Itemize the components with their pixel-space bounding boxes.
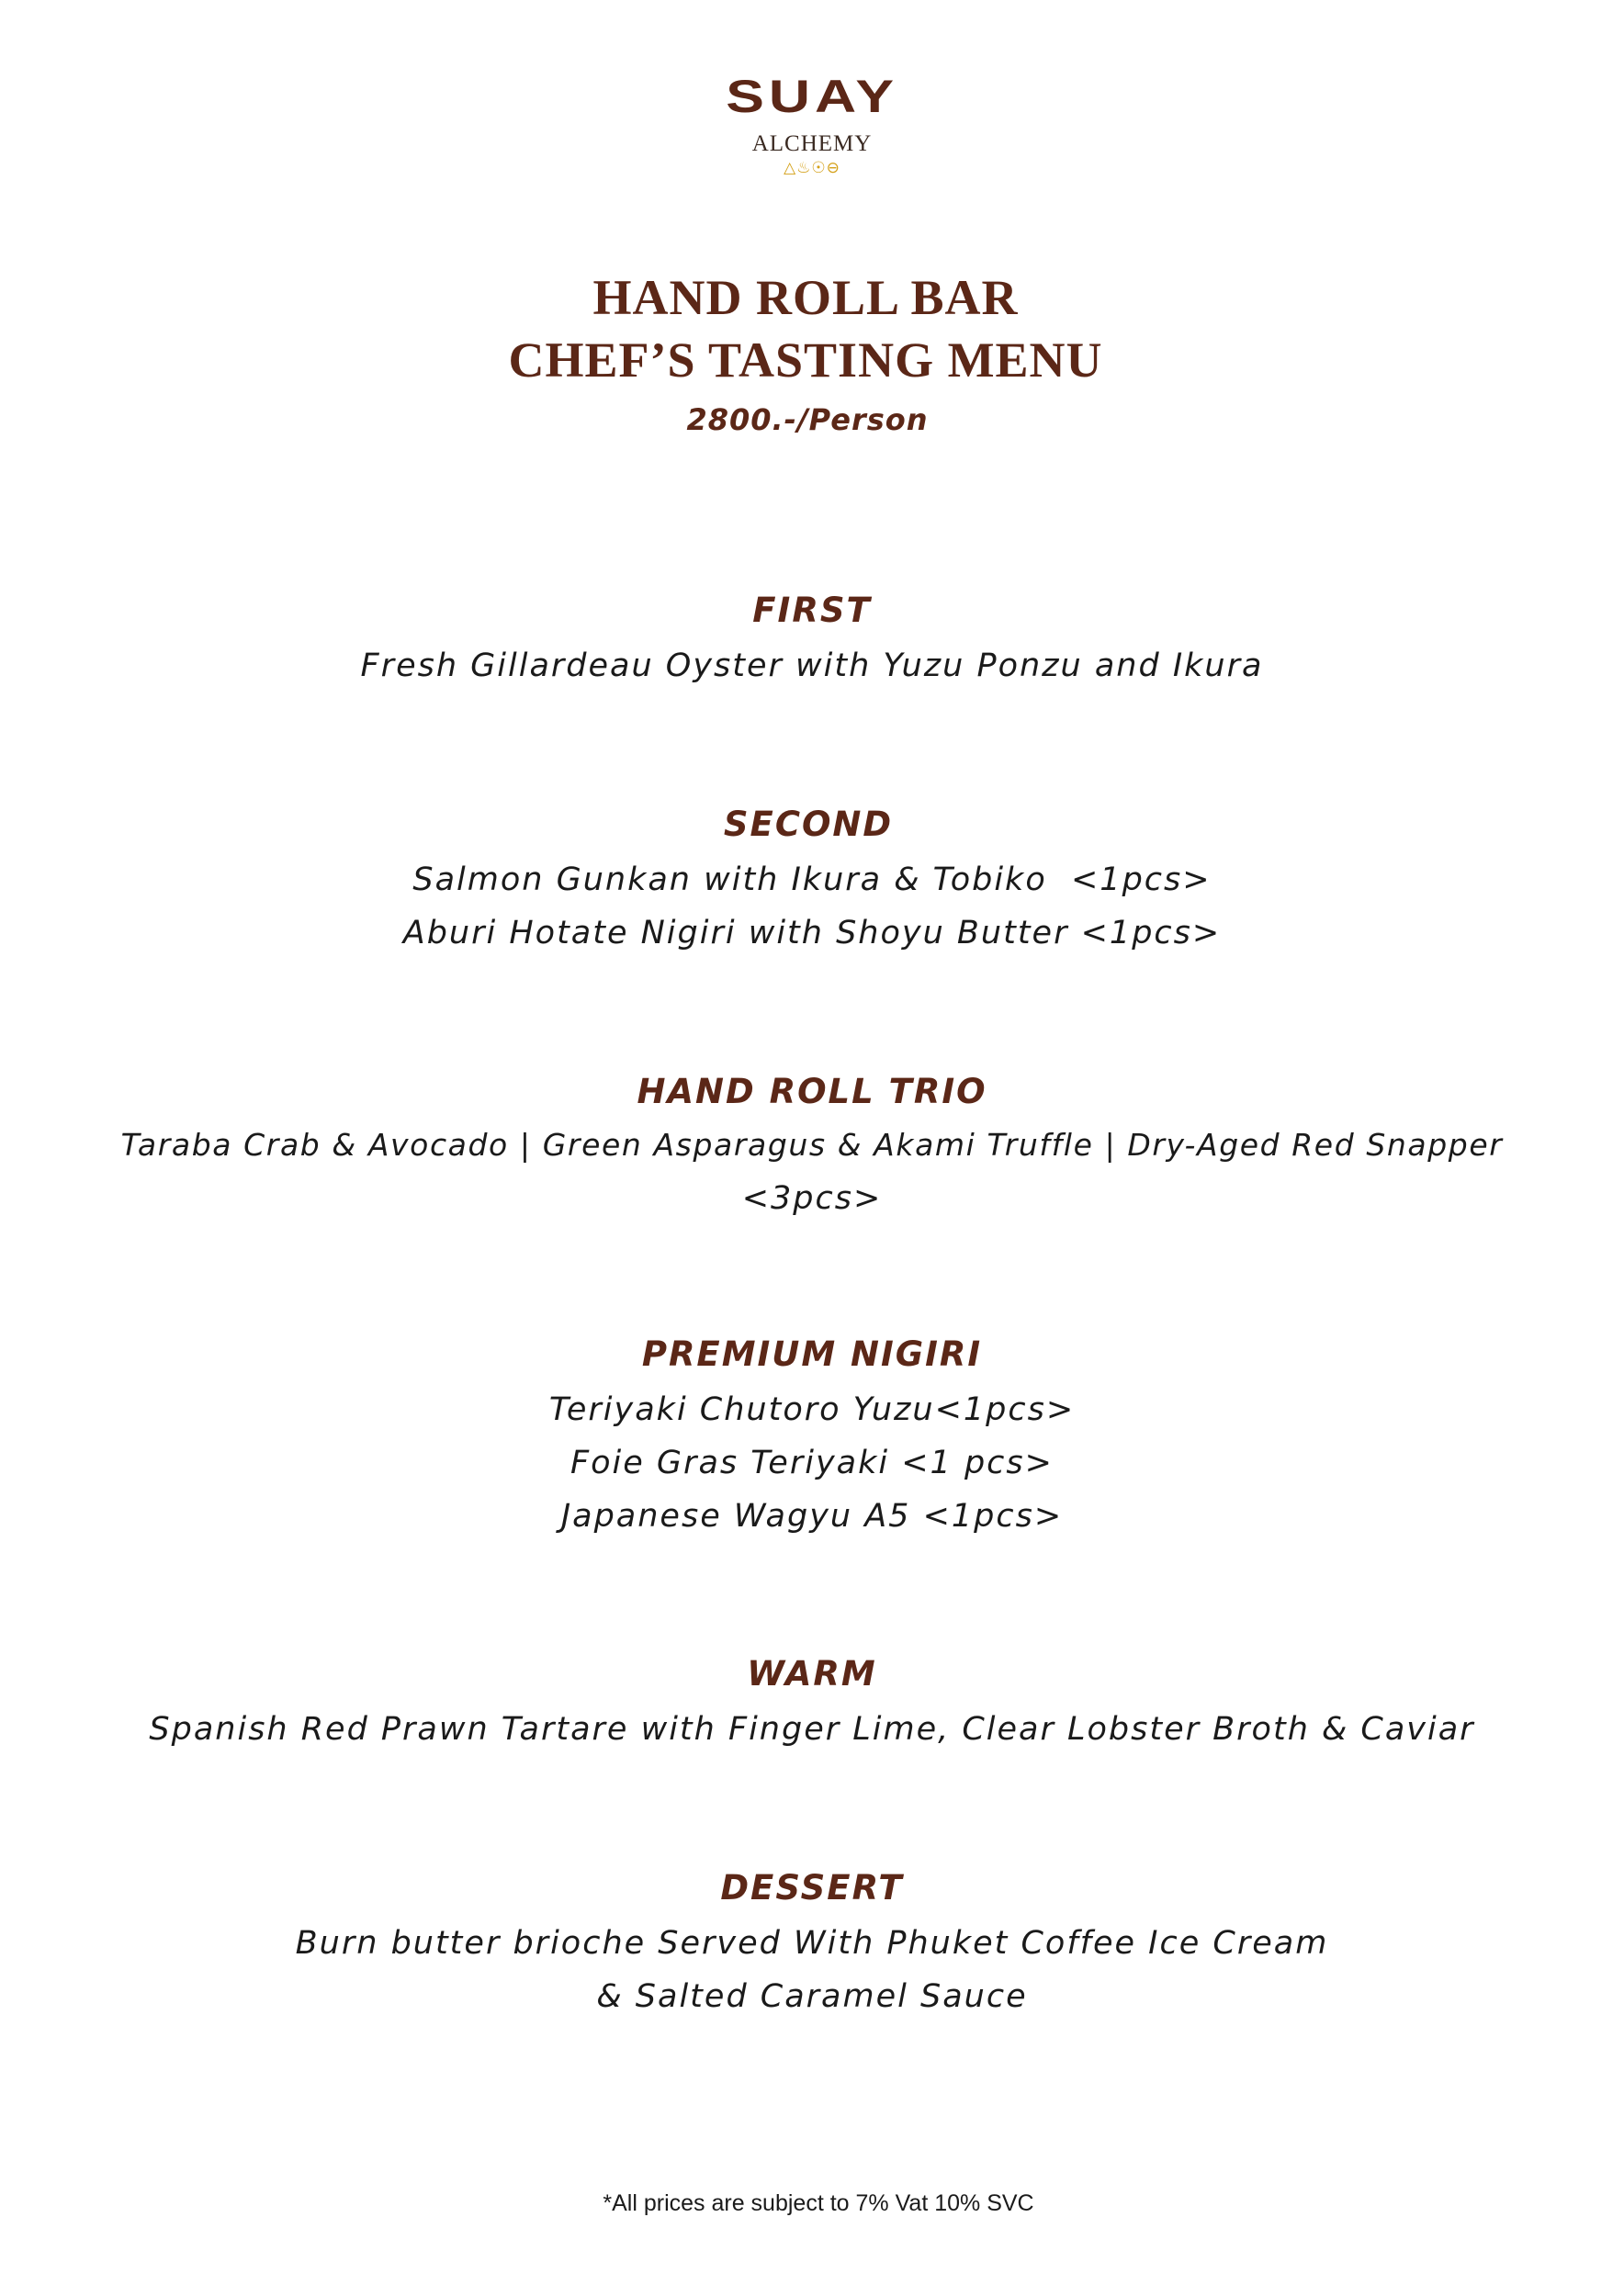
- brand-logo: [0, 73, 1624, 176]
- course-heading: SECOND: [723, 805, 894, 844]
- course-item: Aburi Hotate Nigiri with Shoyu Butter <1pcs>: [402, 915, 1222, 951]
- logo-wordmark: SUAY: [726, 71, 898, 122]
- course-item: Taraba Crab & Avocado | Green Asparagus & Akami Truffle | Dry-Aged Red Snapper: [120, 1127, 1504, 1163]
- course-heading: DESSERT: [720, 1868, 904, 1908]
- menu-price: 2800.-/Person: [686, 402, 929, 437]
- course-second: [0, 804, 1624, 960]
- course-item: Foie Gras Teriyaki <1 pcs>: [570, 1445, 1054, 1481]
- course-item: Salmon Gunkan with Ikura & Tobiko <1pcs>: [412, 861, 1212, 898]
- menu-title-line-2: CHEF’S TASTING MENU: [508, 332, 1103, 388]
- course-heading: PREMIUM NIGIRI: [641, 1334, 983, 1374]
- course-items: [0, 1917, 1624, 2023]
- course-item: Burn butter brioche Served With Phuket Coffee Ice Cream: [295, 1925, 1329, 1962]
- course-item: Teriyaki Chutoro Yuzu<1pcs>: [548, 1391, 1076, 1428]
- menu-title-block: [0, 266, 1624, 437]
- course-item: <3pcs>: [741, 1180, 883, 1217]
- course-item: & Salted Caramel Sauce: [596, 1978, 1028, 2015]
- logo-subtitle: ALCHEMY: [751, 131, 873, 156]
- course-items: [0, 639, 1624, 692]
- course-first: [0, 590, 1624, 692]
- course-item: Spanish Red Prawn Tartare with Finger Lime, Clear Lobster Broth & Caviar: [149, 1711, 1475, 1748]
- logo-symbols-icon: △♨☉⊖: [784, 159, 840, 177]
- tax-note: *All prices are subject to 7% Vat 10% SVC: [603, 2190, 1034, 2216]
- course-heading: FIRST: [752, 591, 872, 630]
- course-item: Fresh Gillardeau Oyster with Yuzu Ponzu and Ikura: [360, 647, 1264, 684]
- course-heading: HAND ROLL TRIO: [637, 1072, 987, 1111]
- course-hand-roll-trio: [0, 1071, 1624, 1225]
- course-items: [0, 1119, 1624, 1225]
- course-warm: [0, 1653, 1624, 1756]
- course-premium-nigiri: [0, 1334, 1624, 1543]
- course-items: [0, 1703, 1624, 1756]
- course-item: Japanese Wagyu A5 <1pcs>: [560, 1498, 1064, 1535]
- course-heading: WARM: [747, 1654, 877, 1694]
- course-items: [0, 853, 1624, 960]
- menu-title-line-1: HAND ROLL BAR: [592, 270, 1019, 325]
- course-items: [0, 1383, 1624, 1543]
- course-dessert: [0, 1867, 1624, 2023]
